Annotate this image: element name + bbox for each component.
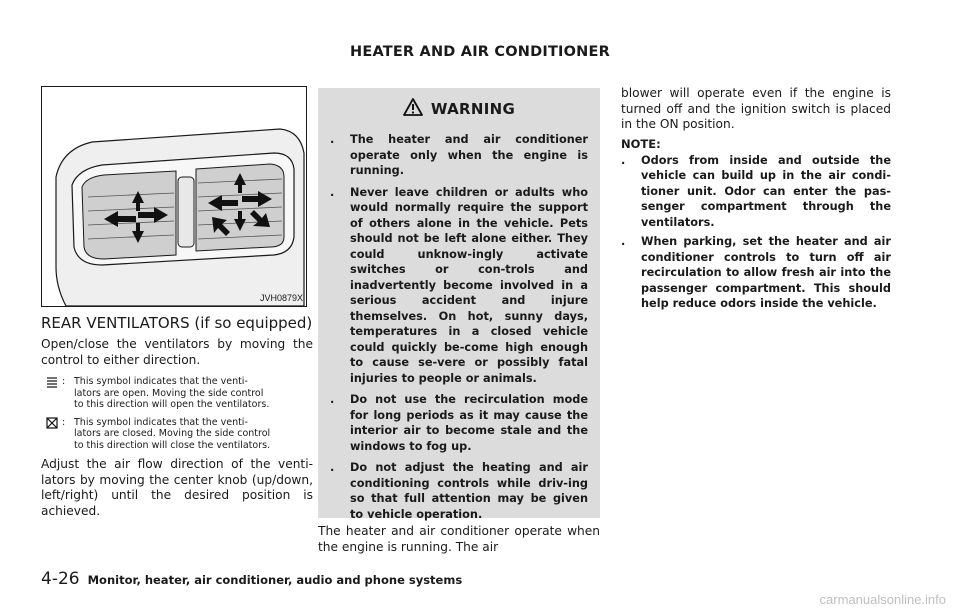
warning-item <box>330 460 588 522</box>
section-intro: Open/close the ventilators by moving the control to either direction. <box>41 337 313 367</box>
chapter-title: Monitor, heater, air conditioner, audio and phone systems <box>87 573 463 587</box>
bullet: . <box>621 235 626 248</box>
symbol-colon: : <box>62 376 66 387</box>
note-label: NOTE: <box>621 136 661 151</box>
warning-header <box>330 98 588 120</box>
bullet: . <box>330 461 335 474</box>
bullet: . <box>621 153 626 167</box>
rear-vent-illustration <box>42 87 306 306</box>
right-column <box>621 86 891 316</box>
warning-item <box>330 185 588 387</box>
watermark: carmanualsonline.info <box>819 592 946 607</box>
symbol-item-closed <box>41 417 313 452</box>
rear-ventilator-figure <box>41 86 307 307</box>
warning-item-text: The heater and air conditioner operate only when the engine is running. <box>350 133 588 177</box>
blower-continued-text: blower will operate even if the engine is turned off and the ignition switch is placed in the ON position. <box>621 86 891 131</box>
page-header: HEATER AND AIR CONDITIONER <box>350 44 610 60</box>
bullet: . <box>330 185 335 199</box>
symbol-description: This symbol indicates that the venti-lators are open. Moving the side control to this direction will open the ventilators. <box>74 376 270 410</box>
symbol-item-open <box>41 376 313 411</box>
page-number: 4-26 <box>41 569 80 589</box>
note-item <box>621 153 891 231</box>
warning-item <box>330 392 588 454</box>
warning-list <box>330 132 588 522</box>
symbol-list <box>41 376 313 451</box>
rear-ventilators-section <box>41 313 313 519</box>
vent-closed-icon <box>41 417 62 452</box>
symbol-colon: : <box>62 416 66 428</box>
warning-box <box>318 88 600 521</box>
vent-open-icon <box>41 376 62 411</box>
note-item-text: Odors from inside and outside the vehicle can build up in the air condi-tioner unit. Odor can enter the pas-senger compartment through the ventilators. <box>641 153 891 229</box>
bullet: . <box>330 393 335 406</box>
bullet: . <box>330 133 335 146</box>
warning-triangle-icon <box>403 98 423 120</box>
heater-operation-text: The heater and air conditioner operate when the engine is running. The air <box>318 524 600 554</box>
page-footer <box>41 569 462 589</box>
note-item-text: When parking, set the heater and air conditioner controls to turn off air recirculation to allow fresh air into the passenger compartment. This should help reduce odors inside the vehicle. <box>641 235 891 310</box>
figure-code: JVH0879X <box>259 293 303 303</box>
symbol-description: This symbol indicates that the venti-lators are closed. Moving the side control to this direction will close the ventilators. <box>74 416 271 451</box>
warning-item-text: Never leave children or adults who would normally require the support of others alone in the vehicle. Pets should not be left alone either. They could unknow-ingly activate switches or con-trols and inadvertently become involved in a serious accident and injure themselves. On hot, sunny days, temperatures in a closed vehicle could quickly be-come high enough to cause se-vere or possibly fatal injuries to people or animals. <box>350 185 588 385</box>
adjust-paragraph: Adjust the air flow direction of the venti-lators by moving the center knob (up/down, left/right) until the desired position is achieved. <box>41 457 313 518</box>
warning-item-text: Do not adjust the heating and air conditioning controls while driv-ing so that full attention may be given to vehicle operation. <box>350 461 588 521</box>
section-title: REAR VENTILATORS (if so equipped) <box>41 314 313 332</box>
warning-title: WARNING <box>430 100 516 118</box>
note-list <box>621 153 891 312</box>
note-item <box>621 234 891 312</box>
warning-item-text: Do not use the recirculation mode for long periods as it may cause the interior air to become stale and the windows to fog up. <box>350 393 588 453</box>
warning-item <box>330 132 588 179</box>
